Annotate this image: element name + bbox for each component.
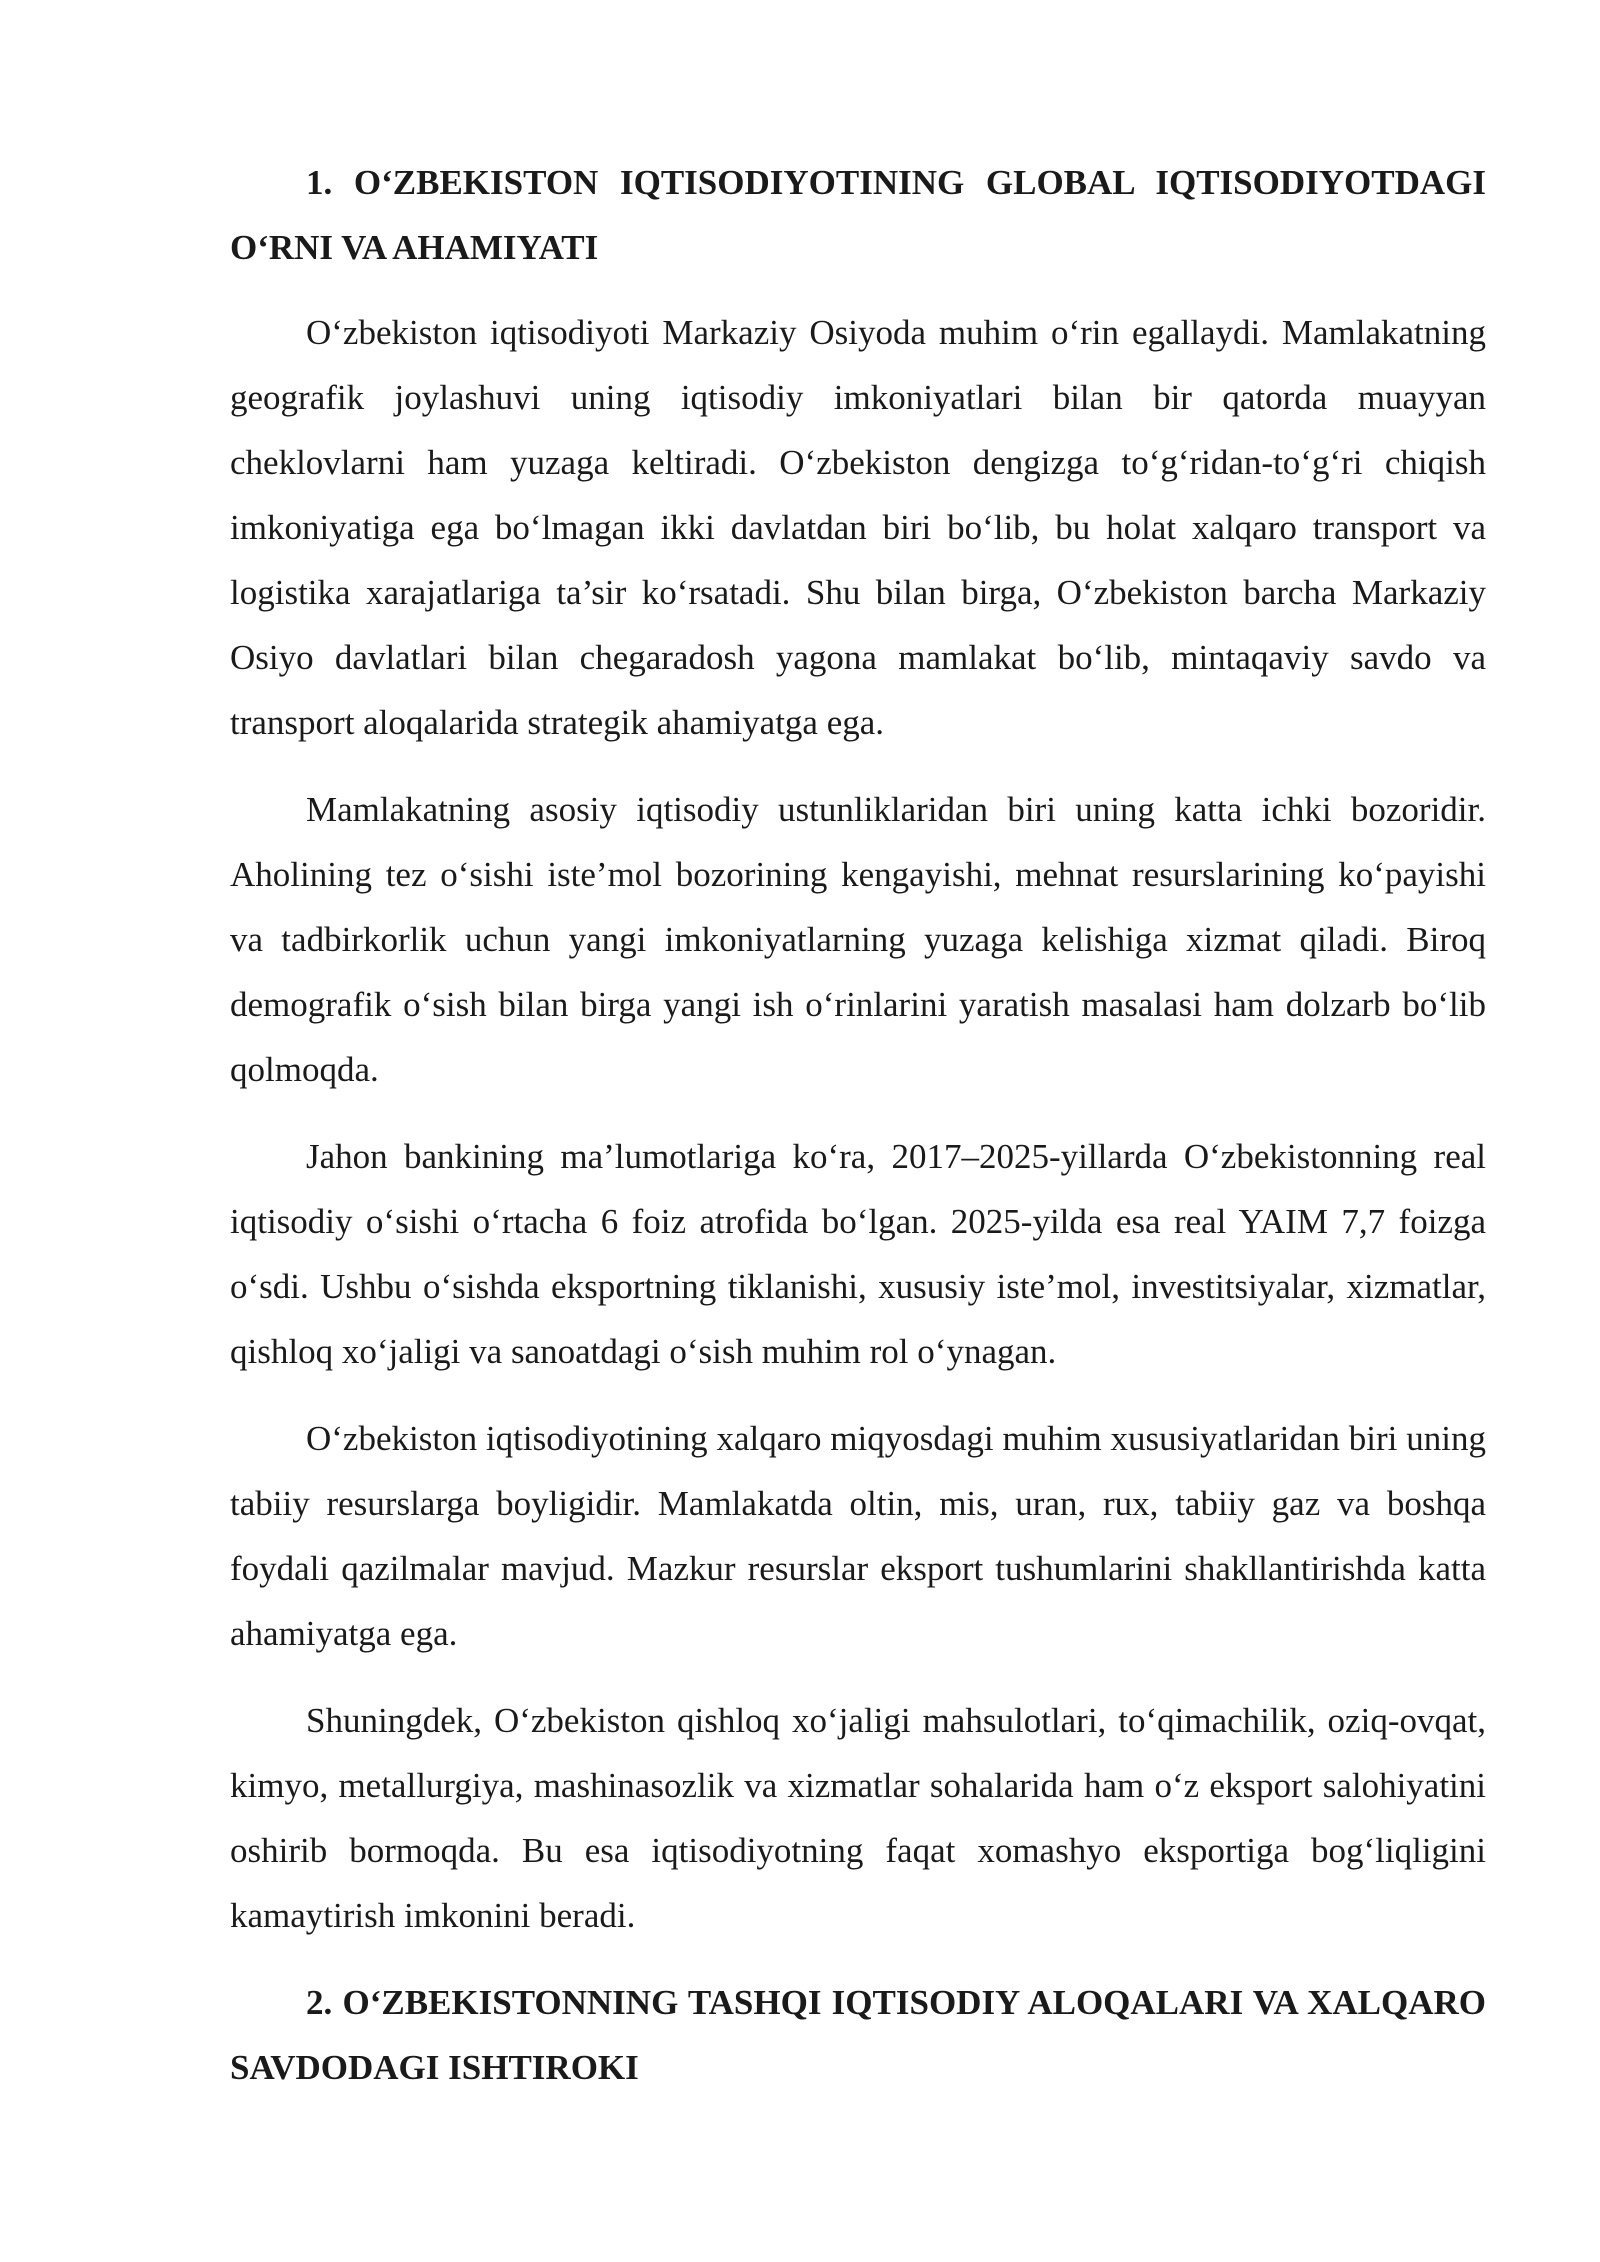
paragraph-economic-growth: Jahon bankining ma’lumotlariga ko‘ra, 2017–2025-yillarda O‘zbekistonning real iqtisodiy o‘sishi o‘rtacha 6 foiz atrofida bo‘lgan. 2025-yilda esa real YAIM 7,7 foizga o‘sdi. Ushbu o‘sishda eksportning tiklanishi, xususiy iste’mol, investitsiyalar, xizmatlar, qishloq xo‘jaligi va sanoatdagi o‘sish muhim rol o‘ynagan.	[230, 1137, 1486, 1371]
paragraph-export-potential: Shuningdek, O‘zbekiston qishloq xo‘jaligi mahsulotlari, to‘qimachilik, oziq-ovqat, kimyo, metallurgiya, mashinasozlik va xizmatlar sohalarida ham o‘z eksport salohiyatini oshirib bormoqda. Bu esa iqtisodiyotning faqat xomashyo eksportiga bog‘liqligini kamaytirish imkonini beradi.	[230, 1701, 1486, 1935]
paragraph-natural-resources: O‘zbekiston iqtisodiyotining xalqaro miqyosdagi muhim xususiyatlaridan biri uning tabiiy resurslarga boyligidir. Mamlakatda oltin, mis, uran, rux, tabiiy gaz va boshqa foydali qazilmalar mavjud. Mazkur resurslar eksport tushumlarini shakllantirishda katta ahamiyatga ega.	[230, 1419, 1486, 1653]
paragraph-domestic-market: Mamlakatning asosiy iqtisodiy ustunliklaridan biri uning katta ichki bozoridir. Aholining tez o‘sishi iste’mol bozorining kengayishi, mehnat resurslarining ko‘payishi va tadbirkorlik uchun yangi imkoniyatlarning yuzaga kelishiga xizmat qiladi. Biroq demografik o‘sish bilan birga yangi ish o‘rinlarini yaratish masalasi ham dolzarb bo‘lib qolmoqda.	[230, 790, 1486, 1089]
document-body	[230, 150, 1486, 2120]
paragraph-geography: O‘zbekiston iqtisodiyoti Markaziy Osiyoda muhim o‘rin egallaydi. Mamlakatning geografik joylashuvi uning iqtisodiy imkoniyatlari bilan bir qatorda muayyan cheklovlarni ham yuzaga keltiradi. O‘zbekiston dengizga to‘g‘ridan-to‘g‘ri chiqish imkoniyatiga ega bo‘lmagan ikki davlatdan biri bo‘lib, bu holat xalqaro transport va logistika xarajatlariga ta’sir ko‘rsatadi. Shu bilan birga, O‘zbekiston barcha Markaziy Osiyo davlatlari bilan chegaradosh yagona mamlakat bo‘lib, mintaqaviy savdo va transport aloqalarida strategik ahamiyatga ega.	[230, 313, 1486, 742]
section-2-heading: 2. O‘ZBEKISTONNING TASHQI IQTISODIY ALOQALARI VA XALQARO SAVDODAGI ISHTIROKI	[230, 1983, 1486, 2087]
section-1-heading: 1. O‘ZBEKISTON IQTISODIYOTINING GLOBAL IQTISODIYOTDAGI O‘RNI VA AHAMIYATI	[230, 163, 1486, 267]
